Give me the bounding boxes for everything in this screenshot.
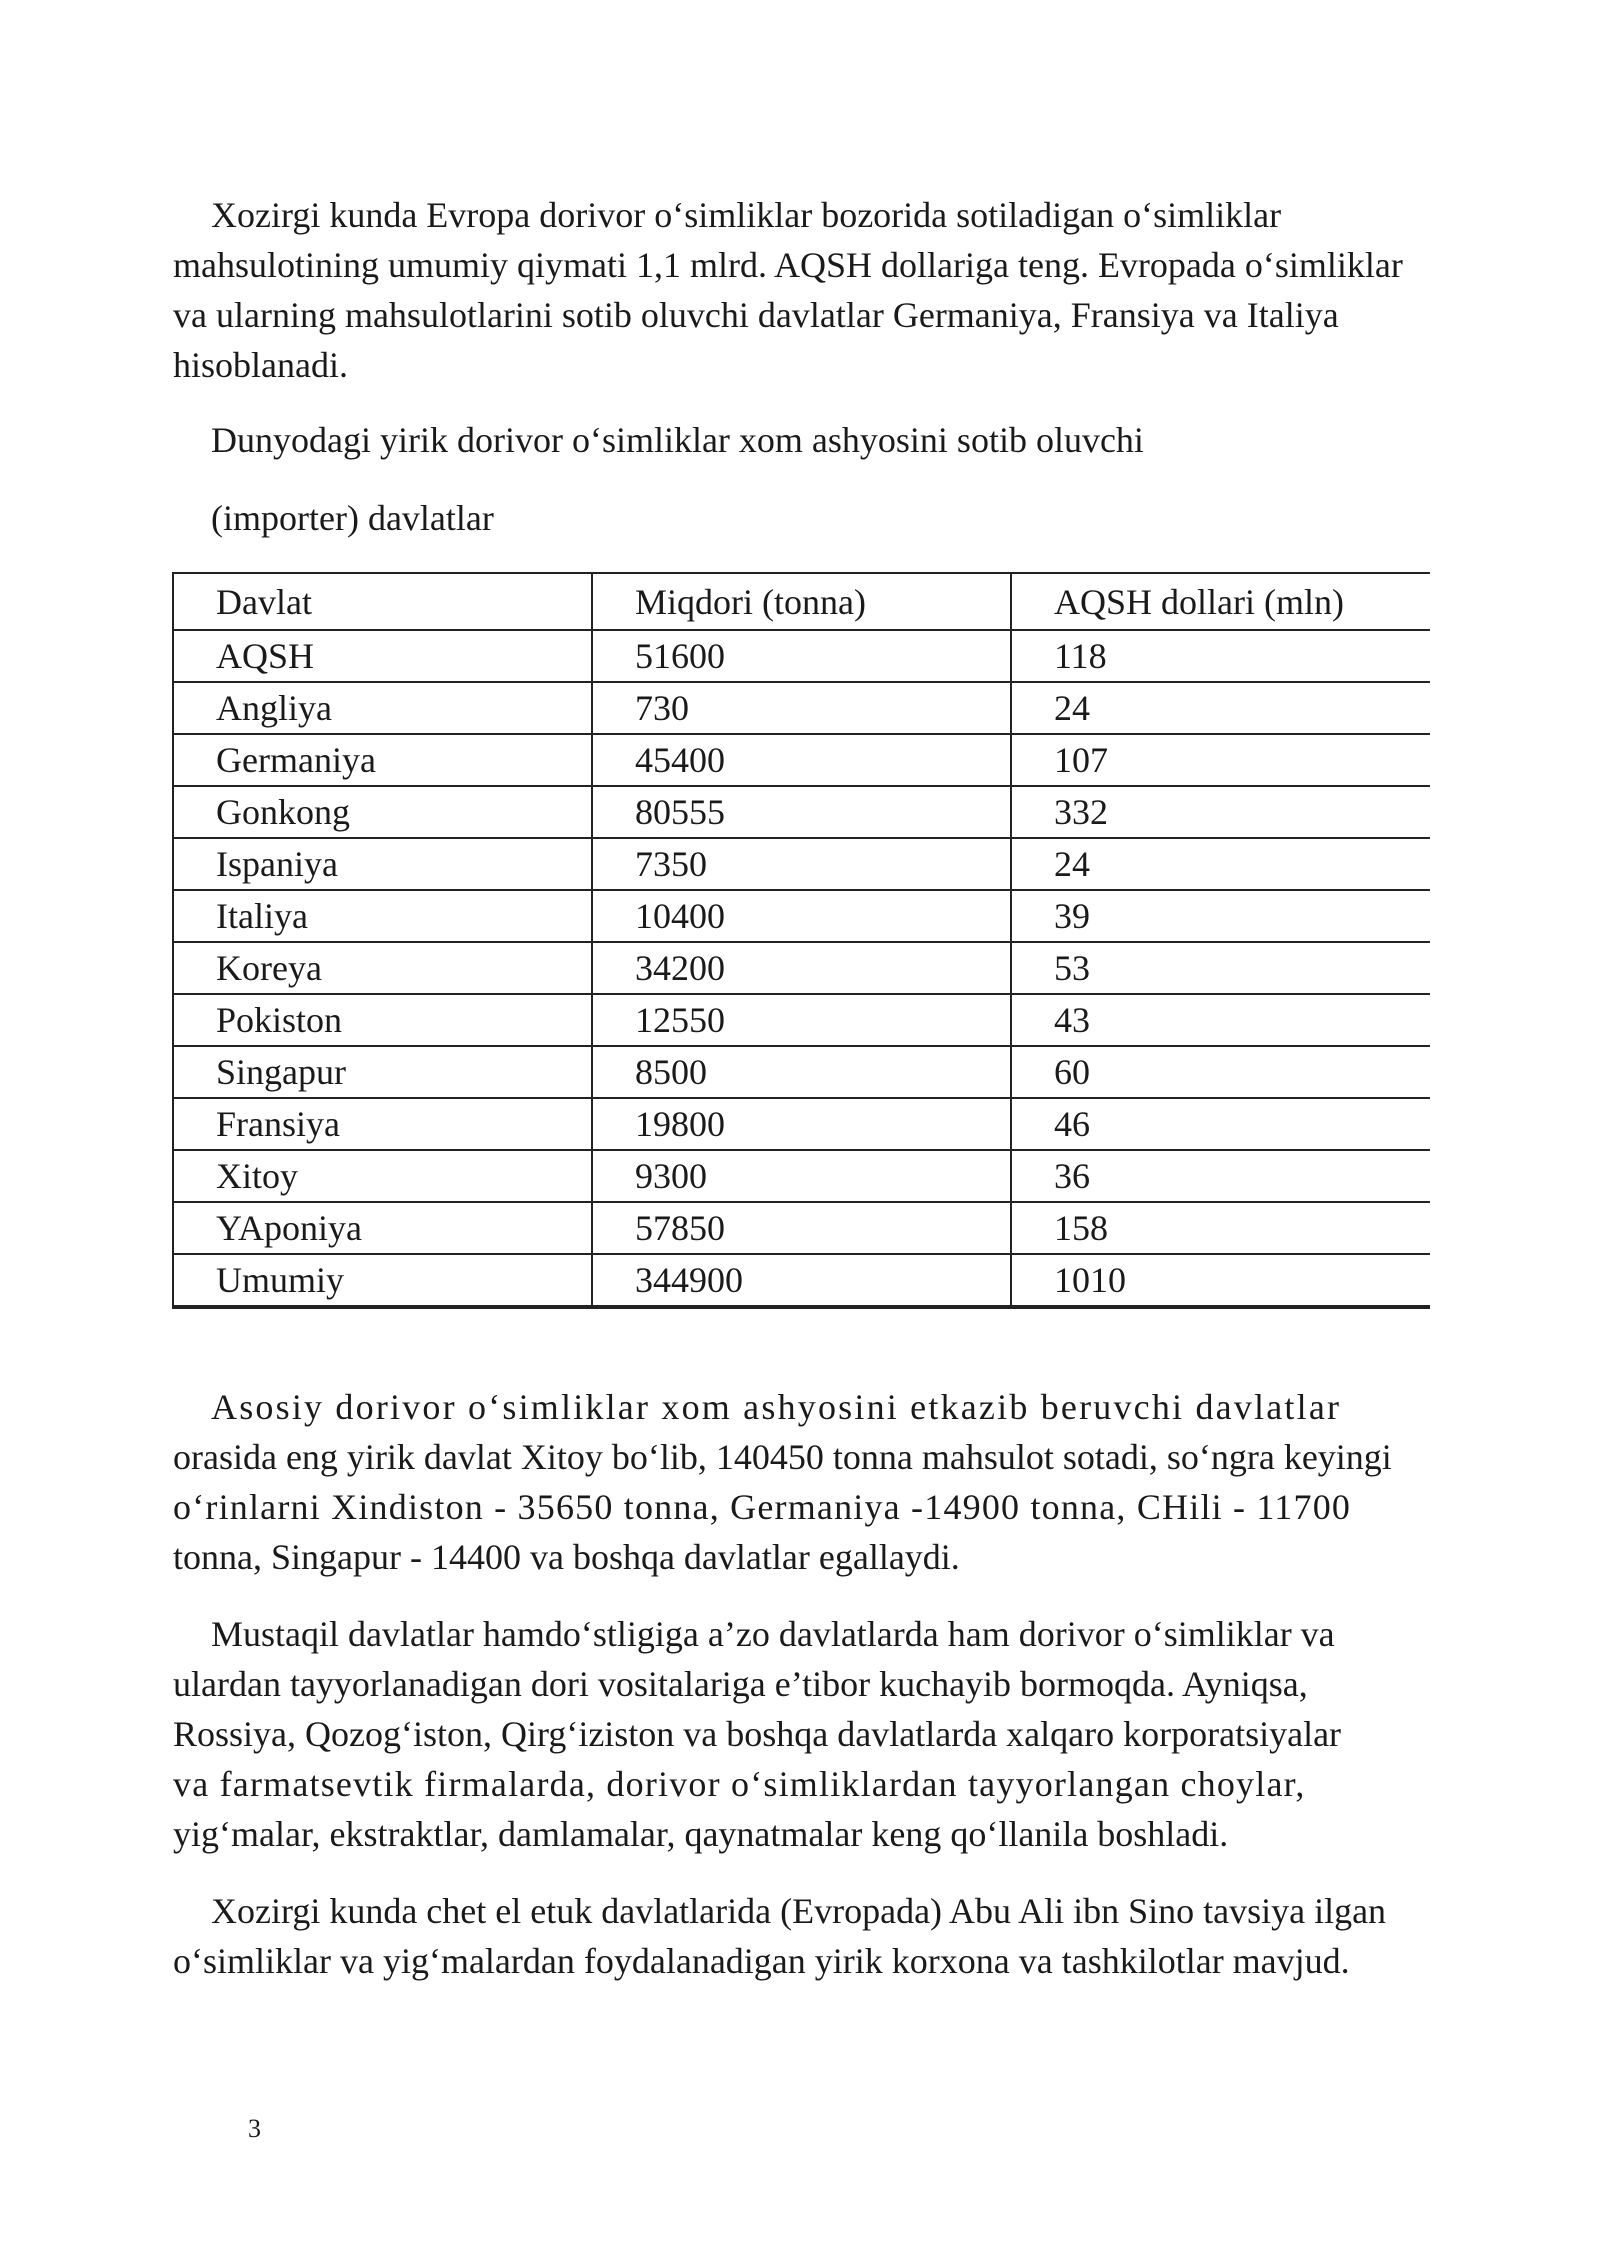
cell-value: 332 xyxy=(1011,786,1430,838)
table-row xyxy=(173,734,1430,786)
table-row xyxy=(173,838,1430,890)
cell-country: Fransiya xyxy=(173,1098,592,1150)
cell-quantity: 7350 xyxy=(592,838,1011,890)
paragraph-line: orasida eng yirik davlat Xitoy bo‘lib, 140450 tonna mahsulot sotadi, so‘ngra keyingi xyxy=(173,1437,1392,1477)
table-row xyxy=(173,890,1430,942)
table-row xyxy=(173,994,1430,1046)
paragraph-line: va ularning mahsulotlarini sotib oluvchi davlatlar Germaniya, Fransiya va Italiya xyxy=(173,295,1339,335)
cell-value: 24 xyxy=(1011,838,1430,890)
cell-country: Xitoy xyxy=(173,1150,592,1202)
cell-country: Singapur xyxy=(173,1046,592,1098)
table-row xyxy=(173,1098,1430,1150)
importer-table-container xyxy=(172,572,1430,1309)
paragraph-line: hisoblanadi. xyxy=(173,345,348,385)
cell-value: 53 xyxy=(1011,942,1430,994)
table-row xyxy=(173,942,1430,994)
cell-quantity: 12550 xyxy=(592,994,1011,1046)
cell-value: 39 xyxy=(1011,890,1430,942)
paragraph-line: Asosiy dorivor o‘simliklar xom ashyosini etkazib beruvchi davlatlar xyxy=(211,1387,1342,1427)
cell-country: Italiya xyxy=(173,890,592,942)
cell-quantity: 344900 xyxy=(592,1254,1011,1306)
cell-quantity: 80555 xyxy=(592,786,1011,838)
cell-quantity: 57850 xyxy=(592,1202,1011,1254)
cell-quantity: 19800 xyxy=(592,1098,1011,1150)
page-number: 3 xyxy=(248,2114,261,2143)
cell-country: Pokiston xyxy=(173,994,592,1046)
table-bottom-border xyxy=(172,1307,1430,1309)
paragraph-cis xyxy=(173,1609,1483,1859)
cell-country: Koreya xyxy=(173,942,592,994)
table-row xyxy=(173,786,1430,838)
cell-country: Angliya xyxy=(173,682,592,734)
header-cell-davlat: Davlat xyxy=(173,573,592,630)
table-row xyxy=(173,1202,1430,1254)
cell-country: AQSH xyxy=(173,630,592,682)
table-header-row xyxy=(173,573,1430,630)
paragraph-ibn-sino xyxy=(173,1886,1483,1986)
table-total-row xyxy=(173,1254,1430,1306)
cell-quantity: 730 xyxy=(592,682,1011,734)
cell-country: Gonkong xyxy=(173,786,592,838)
paragraph-line: yig‘malar, ekstraktlar, damlamalar, qaynatmalar keng qo‘llanila boshladi. xyxy=(173,1814,1229,1854)
table-caption-line1: Dunyodagi yirik dorivor o‘simliklar xom ashyosini sotib oluvchi xyxy=(211,420,1144,460)
cell-quantity: 51600 xyxy=(592,630,1011,682)
table-caption-line2: (importer) davlatlar xyxy=(211,498,494,538)
cell-country: YAponiya xyxy=(173,1202,592,1254)
paragraph-line: mahsulotining umumiy qiymati 1,1 mlrd. AQSH dollariga teng. Evropada o‘simliklar xyxy=(173,245,1403,285)
cell-value: 60 xyxy=(1011,1046,1430,1098)
paragraph-line: Xozirgi kunda chet el etuk davlatlarida (Evropada) Abu Ali ibn Sino tavsiya ilgan xyxy=(211,1891,1387,1931)
table-row xyxy=(173,1046,1430,1098)
cell-value: 118 xyxy=(1011,630,1430,682)
paragraph-line: va farmatsevtik firmalarda, dorivor o‘simliklardan tayyorlangan choylar, xyxy=(173,1764,1306,1804)
paragraph-line: Mustaqil davlatlar hamdo‘stligiga a’zo davlatlarda ham dorivor o‘simliklar va xyxy=(211,1614,1335,1654)
paragraph-intro xyxy=(173,190,1483,390)
table-row xyxy=(173,1150,1430,1202)
cell-country: Umumiy xyxy=(173,1254,592,1306)
table-row xyxy=(173,630,1430,682)
importer-table xyxy=(172,572,1430,1307)
cell-value: 1010 xyxy=(1011,1254,1430,1306)
paragraph-line: o‘simliklar va yig‘malardan foydalanadigan yirik korxona va tashkilotlar mavjud. xyxy=(173,1941,1350,1981)
paragraph-line: Rossiya, Qozog‘iston, Qirg‘iziston va boshqa davlatlarda xalqaro korporatsiyalar xyxy=(173,1714,1342,1754)
paragraph-line: tonna, Singapur - 14400 va boshqa davlatlar egallaydi. xyxy=(173,1537,960,1577)
cell-quantity: 8500 xyxy=(592,1046,1011,1098)
cell-quantity: 34200 xyxy=(592,942,1011,994)
header-cell-dollar: AQSH dollari (mln) xyxy=(1011,573,1430,630)
cell-value: 36 xyxy=(1011,1150,1430,1202)
cell-value: 107 xyxy=(1011,734,1430,786)
paragraph-line: o‘rinlarni Xindiston - 35650 tonna, Germaniya -14900 tonna, CHili - 11700 xyxy=(173,1487,1352,1527)
cell-value: 24 xyxy=(1011,682,1430,734)
cell-quantity: 10400 xyxy=(592,890,1011,942)
cell-value: 43 xyxy=(1011,994,1430,1046)
paragraph-line: ulardan tayyorlanadigan dori vositalariga e’tibor kuchayib bormoqda. Ayniqsa, xyxy=(173,1664,1308,1704)
cell-quantity: 9300 xyxy=(592,1150,1011,1202)
paragraph-exporters xyxy=(173,1382,1483,1582)
cell-country: Ispaniya xyxy=(173,838,592,890)
header-cell-miqdori: Miqdori (tonna) xyxy=(592,573,1011,630)
cell-value: 46 xyxy=(1011,1098,1430,1150)
paragraph-line: Xozirgi kunda Evropa dorivor o‘simliklar bozorida sotiladigan o‘simliklar xyxy=(211,195,1282,235)
cell-value: 158 xyxy=(1011,1202,1430,1254)
cell-country: Germaniya xyxy=(173,734,592,786)
table-row xyxy=(173,682,1430,734)
cell-quantity: 45400 xyxy=(592,734,1011,786)
